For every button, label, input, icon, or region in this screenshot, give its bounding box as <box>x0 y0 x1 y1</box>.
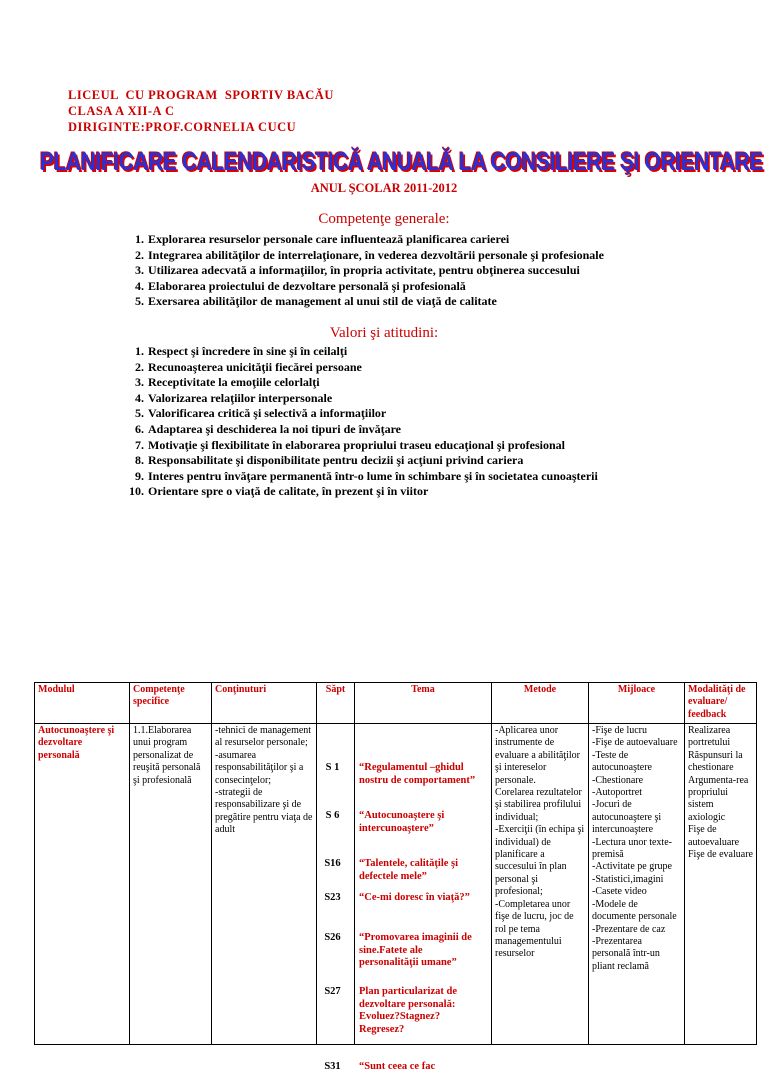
value-item <box>122 406 598 422</box>
value-item <box>122 438 598 454</box>
header-cell: Tema <box>355 683 492 724</box>
list-number: 4. <box>135 390 144 405</box>
competence-cell: 1.1.Elaborarea unui program personalizat de reuşită personală şi profesională <box>130 724 212 1045</box>
list-number: 6. <box>135 421 144 436</box>
value-item <box>122 360 598 376</box>
list-number: 5. <box>135 406 144 421</box>
competences-heading: Competenţe generale: <box>318 211 450 227</box>
list-number: 3. <box>135 263 144 278</box>
competence-item <box>122 279 604 295</box>
header-cell: Conţinuturi <box>212 683 317 724</box>
theme-label: “Autocunoaştere şi intercunoaştere” <box>359 810 445 834</box>
value-item <box>122 484 598 500</box>
table-row <box>35 724 757 1045</box>
list-number: 2. <box>135 247 144 262</box>
list-number: 3. <box>135 375 144 390</box>
value-item <box>122 375 598 391</box>
week-label: S27 <box>324 986 341 997</box>
methods-cell: -Aplicarea unor instrumente de evaluare a abilităţilor şi intereselor personale. Corelarea rezultatelor şi stabilirea profilului individual; -Exerciţii (în echipa şi individual) de planificare a succesului în plan personal şi profesional; -Completarea unor fişe de lucru, joc de rol pe tema managementului resurselor <box>492 724 589 1045</box>
list-text: Explorarea resurselor personale care influentează planificarea carierei <box>148 232 510 246</box>
table-header-row <box>35 683 757 724</box>
document-header <box>68 87 334 135</box>
list-text: Integrarea abilităţilor de interrelaţionare, în vederea dezvoltării personale şi profesionale <box>148 247 604 262</box>
list-number: 1. <box>135 232 144 246</box>
evaluation-cell: Realizarea portretului Răspunsuri la chestionare Argumenta-rea propriului sistem axiologic Fişe de autoevaluare Fişe de evaluare <box>685 724 757 1045</box>
list-text: Valorificarea critică şi selectivă a informaţiilor <box>148 406 387 421</box>
value-item <box>122 453 598 469</box>
module-cell: Autocunoaştere şi dezvoltare personală <box>35 724 130 1045</box>
planning-table <box>34 682 757 1072</box>
list-text: Elaborarea proiectului de dezvoltare personală şi profesională <box>148 278 466 293</box>
week-label: S26 <box>324 932 341 943</box>
header-cell: Metode <box>492 683 589 724</box>
values-heading: Valori şi atitudini: <box>329 325 439 341</box>
competence-item <box>122 294 604 310</box>
list-number: 1. <box>135 344 144 358</box>
theme-label: “Talentele, calităţile şi defectele mele” <box>359 858 459 882</box>
list-text: Orientare spre o viaţă de calitate, în prezent şi în viitor <box>148 484 429 499</box>
theme-label: Plan particularizat de dezvoltare personală: Evoluez?Stagnez? Regresez? <box>359 986 457 1035</box>
list-text: Recunoaşterea unicităţii fiecărei persoane <box>148 359 362 374</box>
competences-list <box>122 232 604 310</box>
value-item <box>122 391 598 407</box>
theme-label: “Regulamentul –ghidul nostru de comportament” <box>359 762 476 786</box>
competence-item <box>122 263 604 279</box>
theme-label: “Sunt ceea ce fac <box>359 1061 436 1072</box>
weeks-cell <box>317 724 355 1072</box>
list-number: 8. <box>135 453 144 468</box>
week-label: S31 <box>324 1061 341 1072</box>
list-text: Utilizarea adecvată a informaţiilor, în propria activitate, pentru obţinerea succesului <box>148 263 580 278</box>
theme-label: “Ce-mi doresc în viaţă?” <box>359 892 470 903</box>
means-cell: -Fişe de lucru -Fişe de autoevaluare -Teste de autocunoaştere -Chestionare -Autoportret -Jocuri de autocunoaştere şi intercunoaştere -Lectura unor texte-premisă -Activitate pe grupe -Statistici,imagini -Casete video -Modele de documente personale -Prezentare de caz -Prezentarea personală într-un pliant reclamă <box>589 724 685 1045</box>
list-number: 10. <box>129 484 144 499</box>
contents-cell: -tehnici de management al resurselor personale; -asumarea responsabilităţilor şi a consecinţelor; -strategii de responsabilizare şi de pregătire pentru viaţa de adult <box>212 724 317 1045</box>
header-cell: Competenţe specifice <box>130 683 212 724</box>
week-label: S 1 <box>325 762 340 773</box>
values-list <box>122 344 598 500</box>
themes-cell <box>355 724 492 1072</box>
competence-item <box>122 232 604 248</box>
value-item <box>122 422 598 438</box>
list-number: 7. <box>135 437 144 452</box>
header-cell: Săpt <box>317 683 355 724</box>
list-text: Exersarea abilităţilor de management al unui stil de viaţă de calitate <box>148 294 497 309</box>
class-name: CLASA A XII-A C <box>68 104 175 118</box>
list-text: Responsabilitate şi disponibilitate pentru decizii şi acţiuni privind cariera <box>148 453 524 468</box>
header-cell: Mijloace <box>589 683 685 724</box>
header-cell: Modulul <box>35 683 130 724</box>
theme-label: “Promovarea imaginii de sine.Fatete ale personalităţii umane” <box>359 932 472 969</box>
list-text: Valorizarea relaţiilor interpersonale <box>148 390 333 405</box>
list-number: 9. <box>135 468 144 483</box>
list-number: 5. <box>135 294 144 309</box>
value-item <box>122 344 598 360</box>
list-number: 4. <box>135 278 144 293</box>
teacher-name: DIRIGINTE:PROF.CORNELIA CUCU <box>68 120 297 134</box>
list-text: Adaptarea şi deschiderea la noi tipuri de învăţare <box>148 421 402 436</box>
header-cell: Modalităţi de evaluare/ feedback <box>685 683 757 724</box>
list-text: Motivaţie şi flexibilitate în elaborarea propriului traseu educaţional şi profesional <box>148 437 565 452</box>
competence-item <box>122 248 604 264</box>
week-label: S 6 <box>325 810 340 821</box>
value-item <box>122 469 598 485</box>
list-text: Receptivitate la emoţiile celorlalţi <box>148 375 320 390</box>
list-text: Respect şi încredere în sine şi în ceilalţi <box>148 344 348 358</box>
list-number: 2. <box>135 359 144 374</box>
list-text: Interes pentru învăţare permanentă într-o lume în schimbare şi în societatea cunoaşterii <box>148 468 598 483</box>
document-title: PLANIFICARE CALENDARISTICĂ ANUALĂ LA CONSILIERE ŞI ORIENTARE <box>40 148 764 176</box>
school-name: LICEUL CU PROGRAM SPORTIV BACĂU <box>68 88 334 102</box>
school-year: ANUL ŞCOLAR 2011-2012 <box>310 181 458 195</box>
week-label: S23 <box>324 892 341 903</box>
week-label: S16 <box>324 858 341 869</box>
